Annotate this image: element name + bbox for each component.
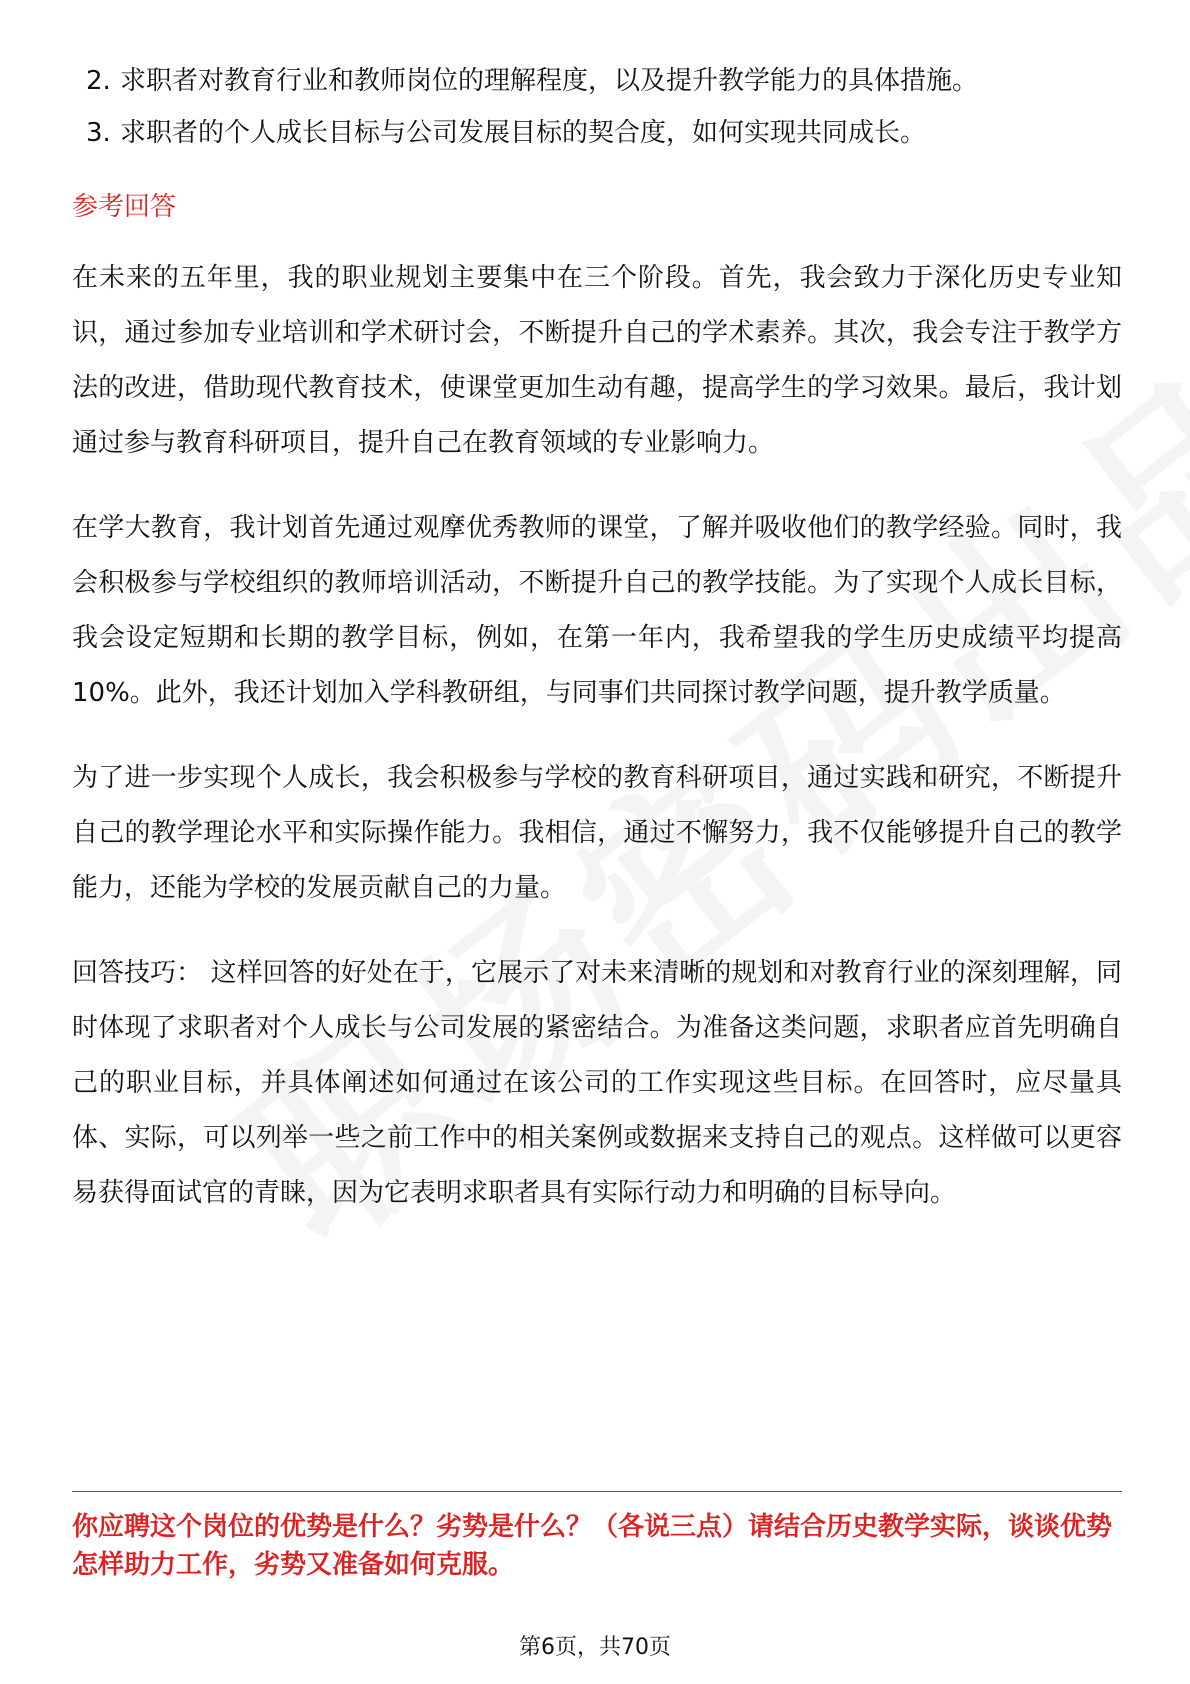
section-divider	[72, 1491, 1122, 1492]
answer-paragraph: 在未来的五年里，我的职业规划主要集中在三个阶段。首先，我会致力于深化历史专业知识，通过参加专业培训和学术研讨会，不断提升自己的学术素养。其次，我会专注于教学方法的改进，借助现代教育技术，使课堂更加生动有趣，提高学生的学习效果。最后，我计划通过参与教育科研项目，提升自己在教育领域的专业影响力。	[72, 263, 1122, 458]
page-number: 第6页，共70页	[519, 1635, 671, 1660]
list-number: 2.	[86, 66, 111, 96]
list-number: 3.	[86, 118, 111, 148]
answer-paragraph: 为了进一步实现个人成长，我会积极参与学校的教育科研项目，通过实践和研究，不断提升自己的教学理论水平和实际操作能力。我相信，通过不懈努力，我不仅能够提升自己的教学能力，还能为学校的发展贡献自己的力量。	[72, 763, 1122, 903]
answer-paragraph: 在学大教育，我计划首先通过观摩优秀教师的课堂，了解并吸收他们的教学经验。同时，我会积极参与学校组织的教师培训活动，不断提升自己的教学技能。为了实现个人成长目标，我会设定短期和长期的教学目标，例如，在第一年内，我希望我的学生历史成绩平均提高10%。此外，我还计划加入学科教研组，与同事们共同探讨教学问题，提升教学质量。	[72, 513, 1122, 708]
criteria-list	[72, 55, 1122, 159]
list-text: 求职者对教育行业和教师岗位的理解程度，以及提升教学能力的具体措施。	[120, 66, 979, 96]
next-question-heading: 你应聘这个岗位的优势是什么？劣势是什么？（各说三点）请结合历史教学实际，谈谈优势怎样助力工作，劣势又准备如何克服。	[72, 1512, 1113, 1580]
list-item	[72, 107, 1122, 159]
page-content	[72, 55, 1122, 1251]
list-item	[72, 55, 1122, 107]
section-title: 参考回答	[72, 192, 177, 222]
answer-tips-paragraph: 回答技巧： 这样回答的好处在于，它展示了对未来清晰的规划和对教育行业的深刻理解，同时体现了求职者对个人成长与公司发展的紧密结合。为准备这类问题，求职者应首先明确自己的职业目标，并具体阐述如何通过在该公司的工作实现这些目标。在回答时，应尽量具体、实际，可以列举一些之前工作中的相关案例或数据来支持自己的观点。这样做可以更容易获得面试官的青睐，因为它表明求职者具有实际行动力和明确的目标导向。	[72, 958, 1122, 1208]
list-text: 求职者的个人成长目标与公司发展目标的契合度，如何实现共同成长。	[120, 118, 927, 148]
